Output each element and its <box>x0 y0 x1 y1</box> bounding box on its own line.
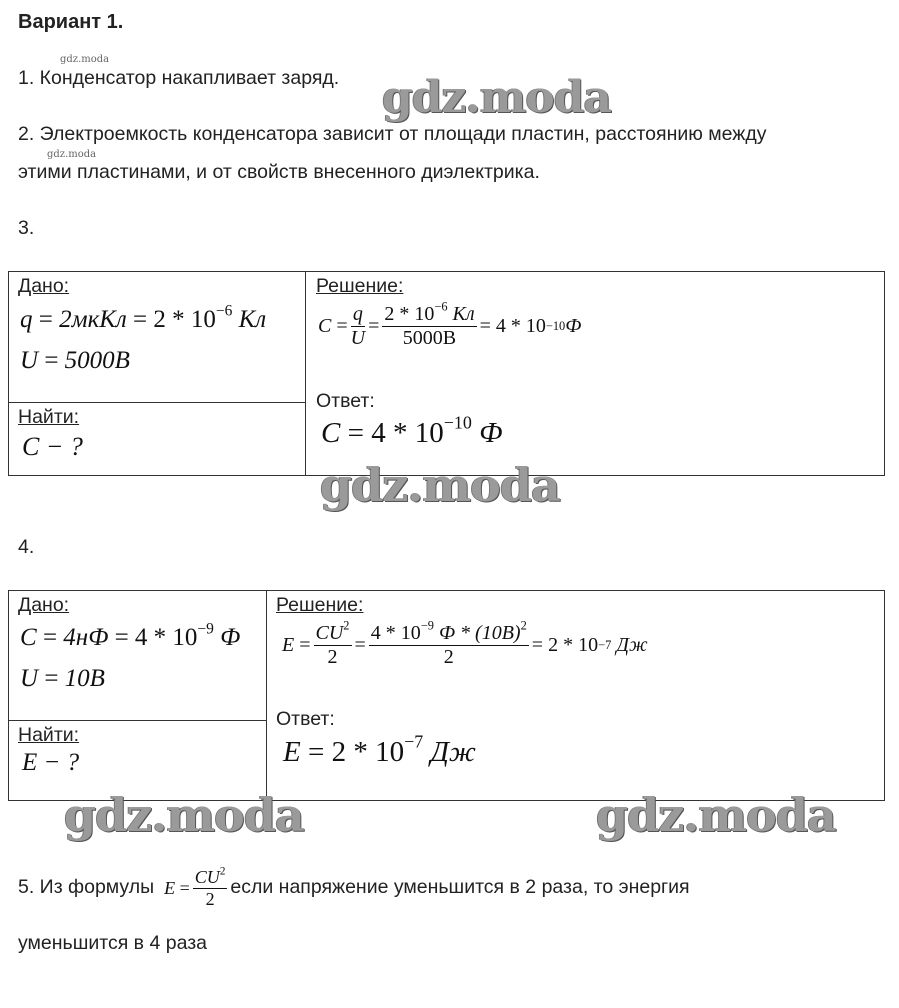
q4-solution-label: Решение: <box>276 594 364 616</box>
q4-answer-expr: $E = 2 * 10^{-7}$ Дж <box>283 731 476 768</box>
q3-sol-frac2-num-unit: Кл <box>452 302 475 325</box>
q4-sol-lhs: E <box>282 633 295 656</box>
q5-formula-den: 2 <box>205 888 215 909</box>
watermark-small-1: gdz.moda <box>60 54 110 65</box>
q4-given-c-unit: Ф <box>220 624 241 651</box>
q4-given-c-mid: 4нФ <box>63 624 109 651</box>
watermark-3: gdz.moda <box>64 788 304 842</box>
q3-find-label: Найти: <box>18 406 80 428</box>
q5-formula-num-exp: 2 <box>219 865 226 878</box>
q4-answer-unit: Дж <box>430 736 476 768</box>
q3-given-u-val: 5000В <box>64 347 130 374</box>
q4-given-capacitance: $C = 4нФ = 4 * 10^{-9}$ Ф <box>20 620 241 651</box>
q4-answer-label: Ответ: <box>276 708 335 730</box>
q4-find-expr: E − ? <box>22 749 80 776</box>
watermark-small-2: gdz.moda <box>47 149 97 160</box>
q3-sol-frac1-num: q <box>351 304 365 327</box>
q3-given-q-mid: 2мкКл <box>59 306 127 333</box>
q4-sol-result-coef: 2 * 10 <box>548 633 599 656</box>
q4-sol-frac2-den: 2 <box>443 645 454 668</box>
q4-given-voltage: U = 10В <box>20 665 105 692</box>
q5-formula-lhs: E <box>164 877 176 898</box>
q3-sol-lhs: C <box>318 314 332 337</box>
q3-answer-unit: Ф <box>479 417 503 449</box>
q5-prefix: 5. Из формулы <box>18 876 155 899</box>
q3-given-charge: q = 2мкКл = $2 * 10^{-6}$ Кл <box>20 302 267 333</box>
q4-given-u-val: 10В <box>64 665 105 692</box>
q3-table-row-divider <box>8 402 306 403</box>
q4-answer-exp: −7 <box>404 731 424 752</box>
question-2-line-1: 2. Электроемкость конденсатора зависит от площади пластин, расстоянию между <box>18 123 767 145</box>
question-4-number: 4. <box>18 536 35 558</box>
q4-table-row-divider <box>8 720 267 721</box>
q3-answer-expr: $C = 4 * 10^{-10}$ Ф <box>321 412 503 449</box>
q4-given-label: Дано: <box>18 594 70 616</box>
q3-solution-formula: C = $\frac{q}{U}$ = $\frac{2 * 10^{-6} Кл}{5000В}$ = 4 * 10 −10 Ф <box>318 299 582 349</box>
q4-sol-frac2-num-rest-exp: 2 <box>520 618 527 633</box>
q3-sol-frac2-den: 5000В <box>402 326 457 349</box>
q4-answer-coef: 2 * 10 <box>331 736 405 768</box>
q3-sol-result-unit: Ф <box>565 314 582 337</box>
q4-given-c-exp: −9 <box>197 620 214 638</box>
q3-answer-coef: 4 * 10 <box>371 417 444 449</box>
question-3-number: 3. <box>18 217 35 239</box>
q3-sol-result-coef: 4 * 10 <box>495 314 546 337</box>
q4-solution-formula: E = $\frac{CU^2}{2}$ = $\frac{4 * 10^{-9} Ф * (10В)^2}{2}$ = 2 * 10 −7 Дж <box>282 618 648 668</box>
q4-given-u-lhs: U <box>20 665 39 692</box>
q5-formula-num: CU <box>194 866 220 887</box>
watermark-2: gdz.moda <box>320 458 560 512</box>
watermark-4: gdz.moda <box>596 788 836 842</box>
q5-suffix: если напряжение уменьшится в 2 раза, то энергия <box>230 876 690 899</box>
q3-solution-label: Решение: <box>316 275 404 297</box>
question-5-line-1 <box>18 860 690 916</box>
q3-sol-frac1-den: U <box>350 326 366 349</box>
q4-sol-frac1-den: 2 <box>327 645 338 668</box>
q3-sol-frac2-num-coef: 2 * 10 <box>384 302 435 325</box>
q4-sol-frac2-num-rest: Ф * (10В) <box>438 621 521 644</box>
q4-given-c-lhs: C <box>20 624 37 651</box>
q4-given-c-coef: 4 * 10 <box>134 624 198 651</box>
q3-given-q-unit: Кл <box>238 306 267 333</box>
question-5-line-2: уменьшится в 4 раза <box>18 932 207 954</box>
q3-given-label: Дано: <box>18 275 70 297</box>
q3-find-expr: C − ? <box>22 432 83 461</box>
q4-find-label: Найти: <box>18 724 80 746</box>
question-2-line-2: этими пластинами, и от свойств внесенного диэлектрика. <box>18 161 540 183</box>
question-1: 1. Конденсатор накапливает заряд. <box>18 67 340 89</box>
watermark-1: gdz.moda <box>382 72 612 123</box>
q3-given-q-lhs: q <box>20 306 33 333</box>
q4-answer-lhs: E <box>283 736 301 768</box>
q3-given-q-coef: 2 * 10 <box>153 306 216 333</box>
q3-sol-frac2-num-exp: −6 <box>434 299 448 314</box>
q3-answer-lhs: C <box>321 417 341 449</box>
q4-sol-frac1-num: CU <box>315 621 344 644</box>
q3-given-voltage: U = 5000В <box>20 347 130 374</box>
q3-answer-exp: −10 <box>443 412 472 433</box>
q4-sol-frac2-num-exp: −9 <box>420 618 434 633</box>
q4-sol-frac1-num-exp: 2 <box>343 618 350 633</box>
q3-table-divider <box>305 271 306 476</box>
q4-sol-result-unit: Дж <box>616 633 648 656</box>
q4-table-divider <box>266 590 267 801</box>
q3-given-u-lhs: U <box>20 347 39 374</box>
q5-formula: E = $\frac{CU^2}{2}$ <box>164 865 226 909</box>
q3-answer-label: Ответ: <box>316 390 375 412</box>
q3-given-q-exp: −6 <box>215 302 233 320</box>
page-title: Вариант 1. <box>18 11 124 33</box>
q4-sol-frac2-num-coef: 4 * 10 <box>370 621 421 644</box>
